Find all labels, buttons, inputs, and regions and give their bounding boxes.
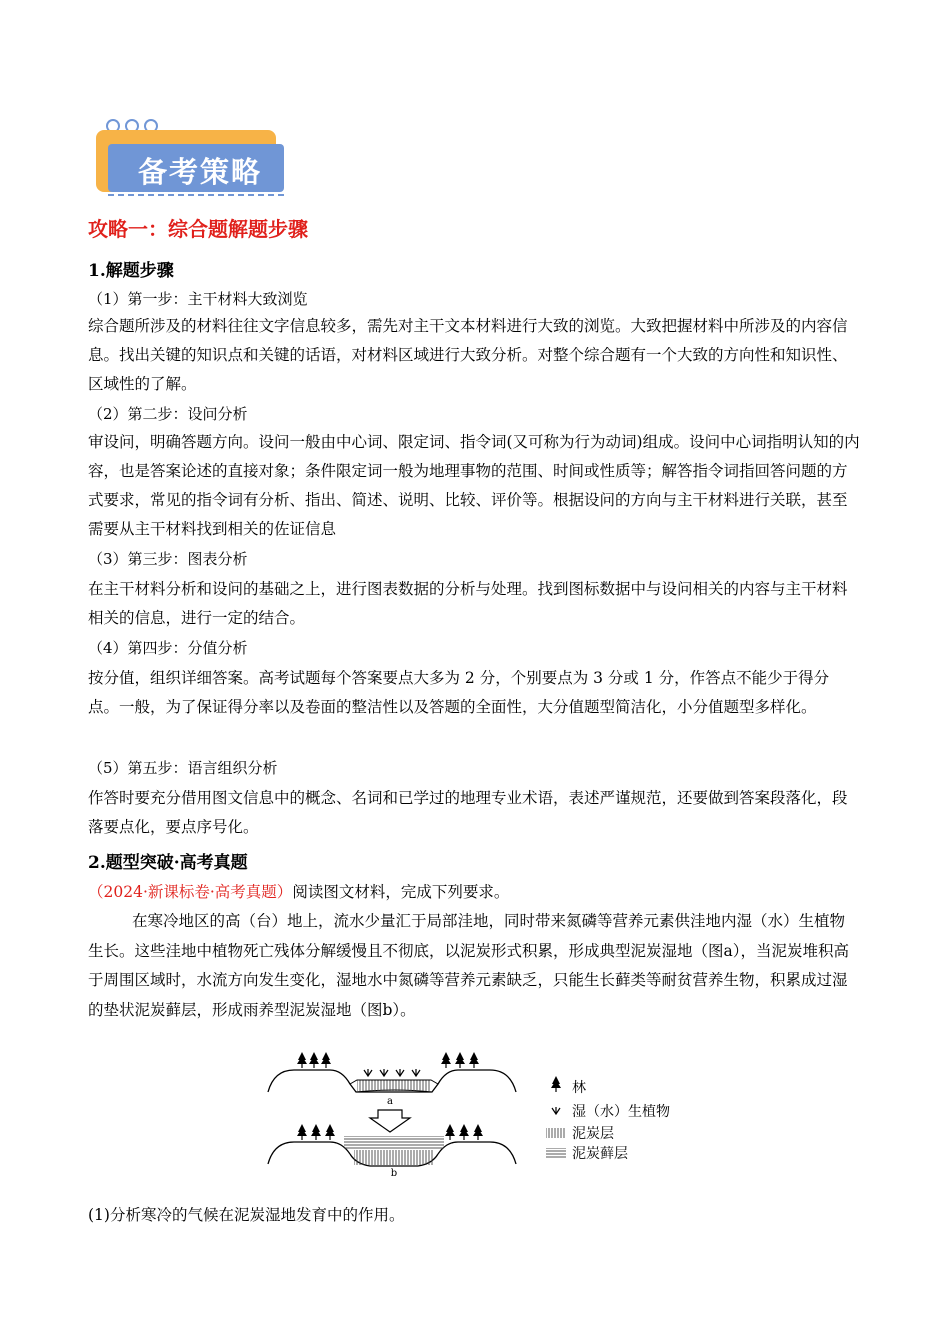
tree-icon <box>325 1124 335 1140</box>
exam-source: （2024·新课标卷·高考真题） <box>88 883 293 901</box>
material-passage: 在寒冷地区的高（台）地上，流水少量汇于局部洼地，同时带来氮磷等营养元素供洼地内湿（水）生植物生长。这些洼地中植物死亡残体分解缓慢且不彻底，以泥炭形式积累，形成典型泥炭湿地（图a），当泥炭堆积高于周围区域时，水流方向发生变化，湿地水中氮磷等营养元素缺乏，只能生长藓类等耐贫营养生物，积累成过湿的垫状泥炭藓层，形成雨养型泥炭湿地（图b）。 <box>88 912 849 1019</box>
question-source-line <box>88 880 509 902</box>
part1-heading: 1.解题步骤 <box>88 261 174 281</box>
step-2-body: 审设问，明确答题方向。设问一般由中心词、限定词、指令词(又可称为行为动词)组成。设问中心词指明认知的内容，也是答案论述的直接对象；条件限定词一般为地理事物的范围、时间或性质等；解答指令词指回答问题的方式要求，常见的指令词有分析、指出、简述、说明、比较、评价等。根据设问的方向与主干材料进行关联，甚至需要从主干材料找到相关的佐证信息 <box>88 433 860 538</box>
tree-icon <box>551 1076 561 1092</box>
peatland-diagram <box>260 1036 700 1176</box>
step-5-body: 作答时要充分借用图文信息中的概念、名词和已学过的地理专业术语，表述严谨规范，还要做到答案段落化，段落要点化，要点序号化。 <box>88 789 848 836</box>
step-3-title: （3）第三步：图表分析 <box>88 550 248 568</box>
wetland-plant-icon <box>364 1069 372 1076</box>
legend-moss-text: 泥炭藓层 <box>572 1146 628 1162</box>
wetland-plant-icon <box>552 1107 560 1114</box>
legend-forest-text: 林 <box>572 1080 586 1096</box>
label-b: b <box>390 1168 398 1176</box>
part2-heading: 2.题型突破·高考真题 <box>88 853 248 873</box>
section-title: 攻略一：综合题解题步骤 <box>88 217 308 241</box>
step-1-body: 综合题所涉及的材料往往文字信息较多，需先对主干文本材料进行大致的浏览。大致把握材料中所涉及的内容信息。找出关键的知识点和关键的话语，对材料区域进行大致分析。对整个综合题有一个大致的方向性和知识性、区域性的了解。 <box>88 317 848 393</box>
badge-underline <box>108 194 284 198</box>
badge-front-panel <box>108 144 284 192</box>
instruction: 阅读图文材料，完成下列要求。 <box>292 883 510 901</box>
peat-layer-b <box>354 1150 434 1165</box>
label-a: a <box>387 1096 393 1107</box>
wetland-plant-icon <box>412 1069 420 1076</box>
tree-icon <box>309 1052 319 1068</box>
tree-icon <box>455 1052 465 1068</box>
transition-arrow <box>370 1110 410 1132</box>
section-badge <box>96 118 288 196</box>
tree-icon <box>459 1124 469 1140</box>
tree-icon <box>473 1124 483 1140</box>
diagram-b <box>268 1124 516 1176</box>
tree-icon <box>321 1052 331 1068</box>
step-4-title: （4）第四步：分值分析 <box>88 639 248 657</box>
tree-icon <box>469 1052 479 1068</box>
step-2-title: （2）第二步：设问分析 <box>88 405 248 423</box>
tree-icon <box>445 1124 455 1140</box>
wetland-plant-icon <box>380 1069 388 1076</box>
figure-legend <box>546 1076 670 1162</box>
legend-peat-text: 泥炭层 <box>572 1126 614 1142</box>
tree-icon <box>297 1124 307 1140</box>
tree-icon <box>441 1052 451 1068</box>
badge-title: 备考策略 <box>138 155 263 189</box>
peat-moss-layer-b <box>344 1136 444 1150</box>
tree-icon <box>297 1052 307 1068</box>
wetland-plant-icon <box>396 1069 404 1076</box>
diagram-a <box>268 1052 516 1107</box>
peat-layer-a <box>357 1080 431 1091</box>
legend-plant-text: 湿（水）生植物 <box>572 1104 670 1120</box>
step-1-title: （1）第一步：主干材料大致浏览 <box>88 290 308 308</box>
step-4-body: 按分值，组织详细答案。高考试题每个答案要点大多为 2 分，个别要点为 3 分或 1 分，作答点不能少于得分点。一般，为了保证得分率以及卷面的整洁性以及答题的全面性，大分值题型简洁化，小分值题型多样化。 <box>88 669 830 716</box>
question-1: (1)分析寒冷的气候在泥炭湿地发育中的作用。 <box>88 1206 405 1224</box>
step-5-title: （5）第五步：语言组织分析 <box>88 759 278 777</box>
peat-moss-layer-swatch <box>546 1148 566 1158</box>
tree-icon <box>311 1124 321 1140</box>
peat-layer-swatch <box>546 1128 566 1138</box>
step-3-body: 在主干材料分析和设问的基础之上，进行图表数据的分析与处理。找到图标数据中与设问相关的内容与主干材料相关的信息，进行一定的结合。 <box>88 580 848 627</box>
